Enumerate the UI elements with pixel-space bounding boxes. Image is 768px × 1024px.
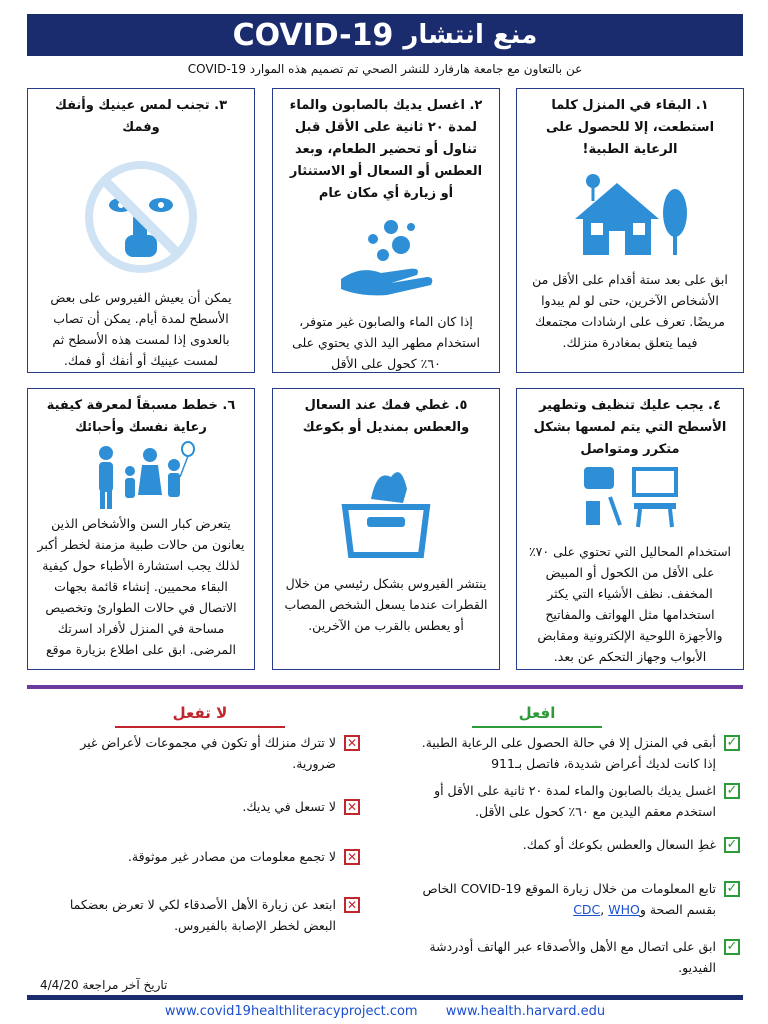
- do-item-text: [410, 878, 716, 920]
- card-body: يتعرض كبار السن والأشخاص الذين يعانون من حالات طبية مزمنة لخطر أكبر لذلك يجب استشارة الأطباء حول كيفية البقاء محميين. إنشاء قائمة بجهات الاتصال في حالات الطوارئ وتخصيص مساحة في المنزل لأفراد اسرتك المرضى. ابق على اطلاع بزيارة موقع: [37, 516, 245, 657]
- dont-item: [40, 846, 360, 867]
- dont-item-text: لا تسعل في يديك.: [242, 799, 336, 814]
- family-icon: [86, 441, 196, 511]
- footer: [27, 1004, 743, 1019]
- handwash-icon: [331, 217, 441, 297]
- no-touch-face-icon: [81, 157, 201, 277]
- section-divider: [27, 685, 743, 689]
- checkmark-icon: ✓: [724, 783, 740, 799]
- last-review: [40, 978, 167, 992]
- card-stay-home: [516, 88, 744, 373]
- footer-bar: [27, 995, 743, 1000]
- card-heading: ٦. خطط مسبقاً لمعرفة كيفية رعاية نفسك وأحبائك: [46, 398, 236, 435]
- card-heading: ٢. اغسل يديك بالصابون والماء لمدة ٢٠ ثانية على الأقل قبل تناول أو تحضير الطعام، وبعد العطس أو السعال أو الاستنثار أو زيارة أي مكان عام: [289, 98, 483, 201]
- do-item-text: غطِ السعال والعطس بكوعك أو كمك.: [522, 837, 716, 852]
- footer-link-harvard[interactable]: www.health.harvard.edu: [445, 1004, 606, 1019]
- title-banner: [27, 14, 743, 56]
- link-who[interactable]: WHO: [608, 902, 640, 917]
- x-mark-icon: ✕: [344, 735, 360, 751]
- do-item-text: أبقى في المنزل إلا في حالة الحصول على الرعاية الطبية. إذا كانت لديك أعراض شديدة، فاتصل بـ911: [421, 735, 716, 771]
- card-heading: ٥. غطي فمك عند السعال والعطس بمنديل أو بكوعك: [302, 398, 470, 435]
- do-item-text-main: تابع المعلومات من خلال زيارة الموقع COVID-19 الخاص بقسم الصحة و: [422, 881, 716, 917]
- checkmark-icon: ✓: [724, 837, 740, 853]
- card-body: ينتشر الفيروس بشكل رئيسي من خلال القطرات عندما يسعل الشخص المصاب أو يعطس بالقرب من الآخرين.: [284, 576, 488, 633]
- tissue-box-icon: [331, 459, 441, 559]
- review-label: تاريخ آخر مراجعة: [82, 978, 168, 992]
- x-mark-icon: ✕: [344, 897, 360, 913]
- card-body: ابق على بعد ستة أقدام على الأقل من الأشخاص الآخرين، حتى لو لم يبدوا مريضًا. تعرف على ارشادات مجتمعك فيما يتعلق بمغادرة منزلك.: [532, 272, 728, 350]
- do-item: [410, 780, 740, 822]
- card-plan-ahead: [27, 388, 255, 670]
- do-item: [410, 936, 740, 978]
- dont-item-text: ابتعد عن زيارة الأهل الأصدقاء لكي لا تعرض بعضكما البعض لخطر الإصابة بالفيروس.: [69, 897, 336, 933]
- link-separator: ,: [600, 902, 609, 917]
- dont-item-text: لا تترك منزلك أو تكون في مجموعات لأعراض غير ضرورية.: [80, 735, 336, 771]
- dont-title: لا تفعل: [172, 704, 228, 722]
- card-cover-cough: [272, 388, 500, 670]
- card-heading: ٤. يجب عليك تنظيف وتطهير الأسطح التي يتم لمسها بشكل متكرر ومتواصل: [533, 398, 727, 457]
- card-body: يمكن أن يعيش الفيروس على بعض الأسطح لمدة أيام. يمكن أن تصاب بالعدوى إذا لمست هذه الأسطح ثم لمست عينيك أو أنفك أو فمك.: [50, 290, 232, 368]
- card-body: إذا كان الماء والصابون غير متوفر، استخدام مطهر اليد الذي يحتوي على ٦٠٪ كحول على الأقل: [292, 314, 480, 371]
- card-clean-surfaces: [516, 388, 744, 670]
- x-mark-icon: ✕: [344, 799, 360, 815]
- dont-item: [40, 796, 360, 817]
- title-latin: COVID-19: [232, 17, 394, 53]
- card-heading: ٣. تجنب لمس عينيك وأنفك وفمك: [54, 98, 228, 135]
- do-underline: [472, 726, 602, 728]
- card-wash-hands: [272, 88, 500, 373]
- review-date: 4/4/20: [40, 978, 79, 992]
- card-heading: ١. البقاء في المنزل كلما استطعت، إلا للحصول على الرعاية الطبية!: [545, 98, 715, 157]
- do-item: [410, 732, 740, 774]
- footer-link-covid19hlp[interactable]: www.covid19healthliteracyproject.com: [164, 1004, 418, 1019]
- dont-underline: [115, 726, 285, 728]
- dont-item-text: لا تجمع معلومات من مصادر غير موثوقة.: [127, 849, 336, 864]
- title-arabic: منع انتشار: [403, 20, 538, 50]
- dont-item: [40, 732, 360, 774]
- card-body: استخدام المحاليل التي تحتوي على ٧٠٪ على الأقل من الكحول أو المبيض المخفف. نظف الأشياء التي يكثر استخدامها مثل الهواتف والمفاتيح والأجهزة اللوحية الإلكترونية ومقابض الأبواب وجهاز التحكم عن بعد.: [528, 544, 732, 664]
- cleaning-icon: [580, 461, 680, 531]
- x-mark-icon: ✕: [344, 849, 360, 865]
- do-title: افعل: [518, 704, 556, 722]
- do-item-text: اغسل يديك بالصابون والماء لمدة ٢٠ ثانية على الأقل أو استخدم معقم اليدين مع ٦٠٪ كحول على الأقل.: [434, 783, 716, 819]
- do-item-text: ابق على اتصال مع الأهل والأصدقاء عبر الهاتف أودردشة الفيديو.: [429, 939, 716, 975]
- do-item: [410, 878, 740, 920]
- house-icon: [565, 171, 695, 261]
- link-cdc[interactable]: CDC: [573, 902, 601, 917]
- checkmark-icon: ✓: [724, 735, 740, 751]
- subtitle: عن بالتعاون مع جامعة هارفارد للنشر الصحي تم تصميم هذه الموارد COVID-19: [187, 62, 583, 76]
- checkmark-icon: ✓: [724, 881, 740, 897]
- card-avoid-touch: [27, 88, 255, 373]
- dont-item: [40, 894, 360, 936]
- checkmark-icon: ✓: [724, 939, 740, 955]
- do-item: [410, 834, 740, 855]
